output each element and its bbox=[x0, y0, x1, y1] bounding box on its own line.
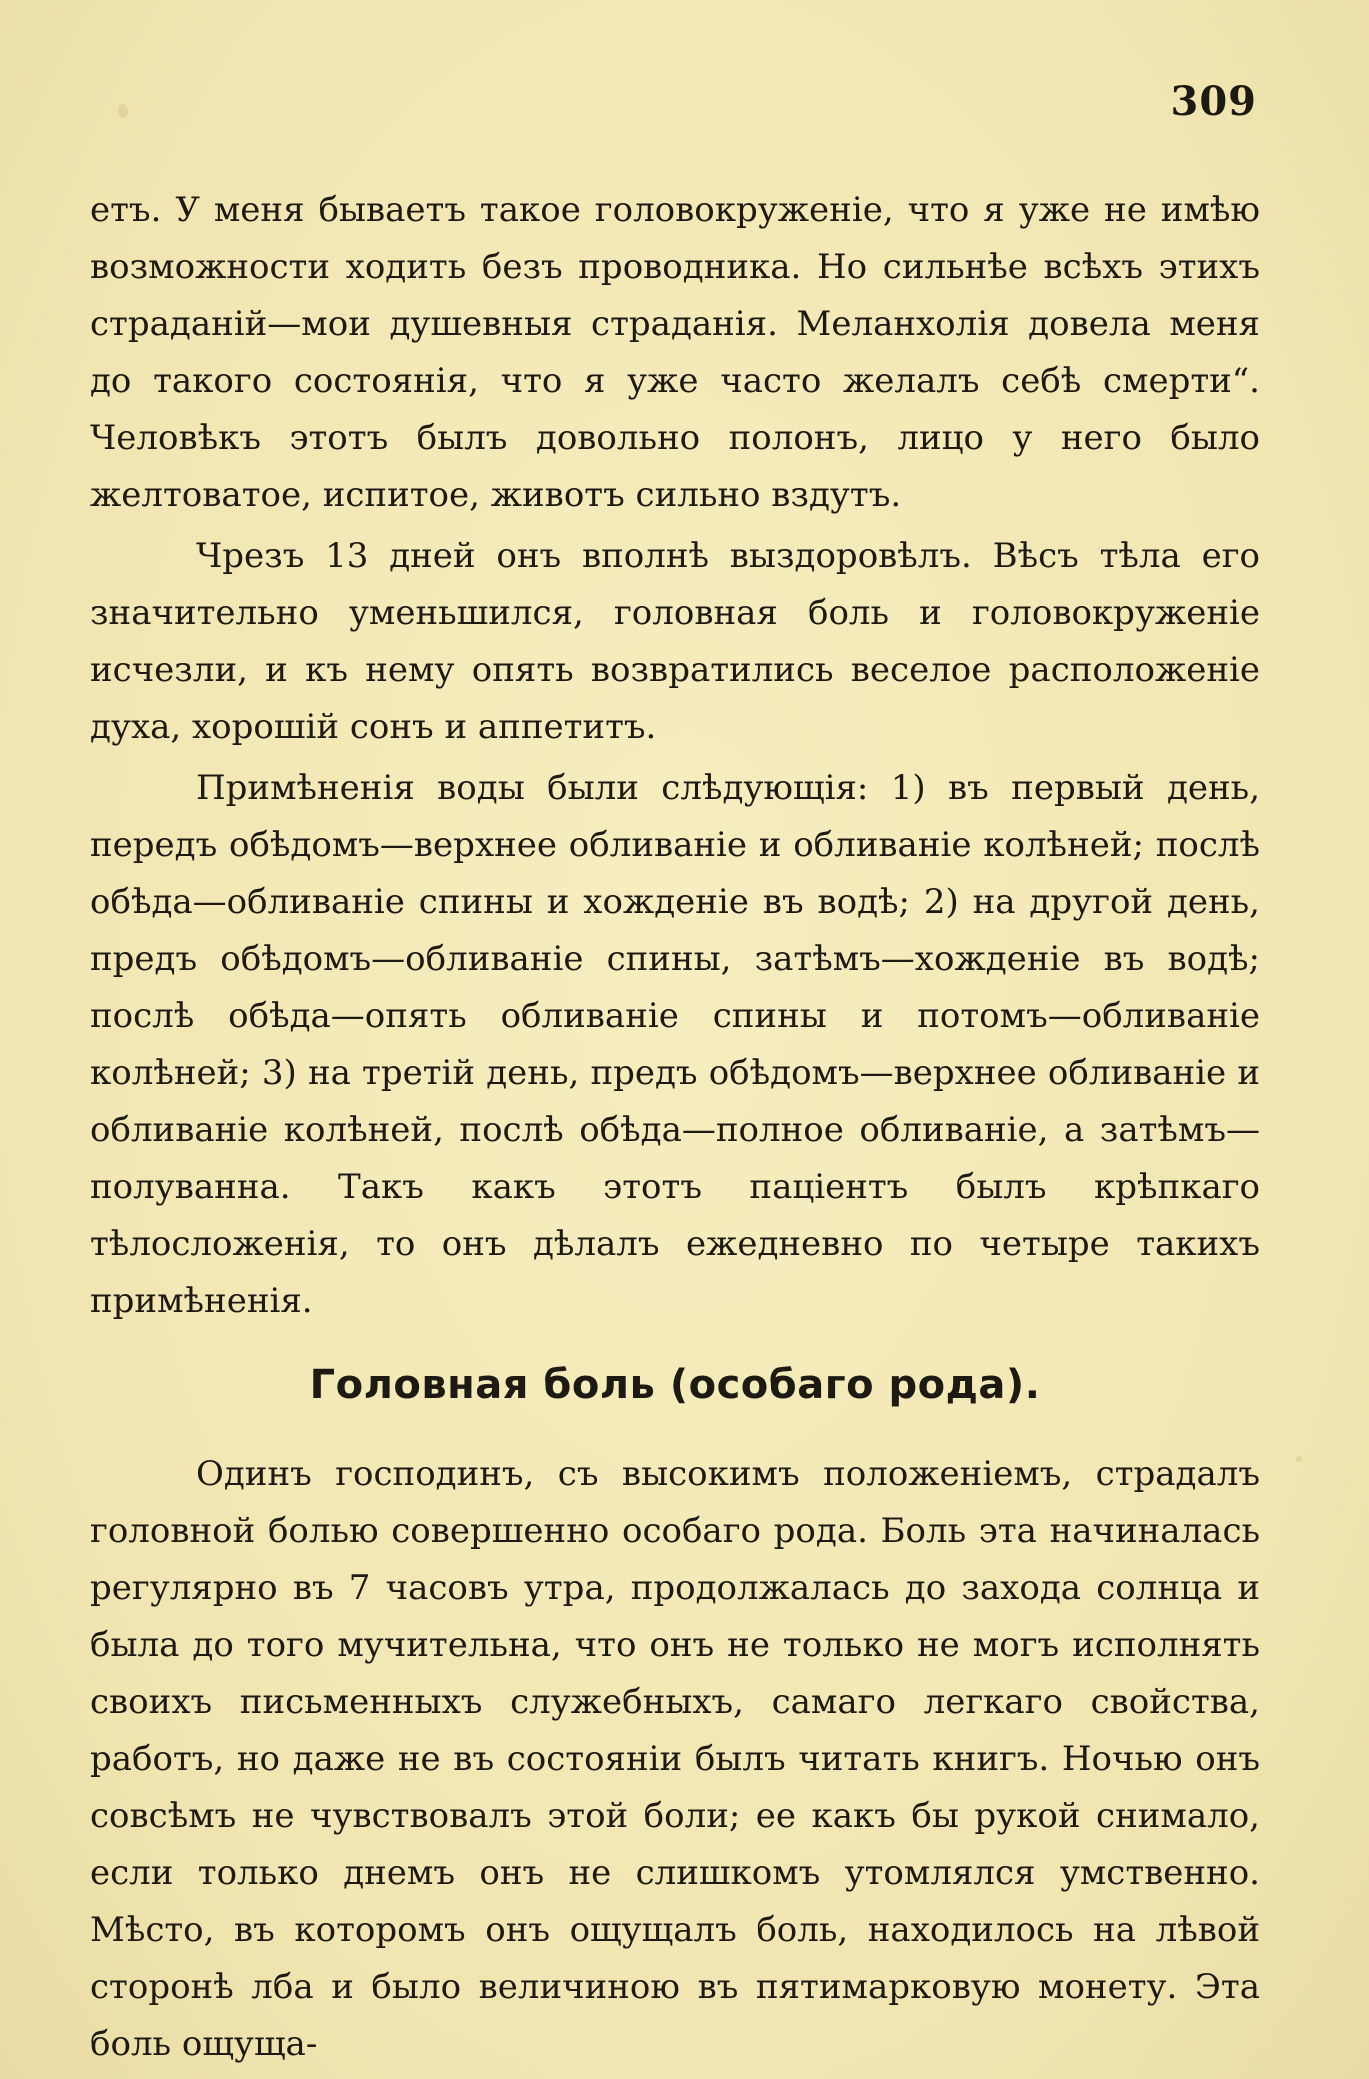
paragraph: етъ. У меня бываетъ такое головокруженіе, что я уже не имѣю возможности ходить безъ проводника. Но сильнѣе всѣхъ этихъ страданій—мои душевныя страданія. Меланхолія довела меня до такого состоянія, что я уже часто желалъ себѣ смерти“. Человѣкъ этотъ былъ довольно полонъ, лицо у него было желтоватое, испитое, животъ сильно вздутъ. bbox=[90, 190, 1260, 515]
page-body bbox=[90, 182, 1260, 2077]
paper-stain bbox=[118, 104, 128, 118]
paragraph: Одинъ господинъ, съ высокимъ положеніемъ, страдалъ головной болью совершенно особаго рода. Боль эта начиналась регулярно въ 7 часовъ утра, продолжалась до захода солнца и была до того мучительна, что онъ не только не могъ исполнять своихъ письменныхъ служебныхъ, самаго легкаго свойства, работъ, но даже не въ состояніи былъ читать книгъ. Ночью онъ совсѣмъ не чувствовалъ этой боли; ее какъ бы рукой снимало, если только днемъ онъ не слишкомъ утомлялся умственно. Мѣсто, въ которомъ онъ ощущалъ боль, находилось на лѣвой сторонѣ лба и было величиною въ пятимарковую монету. Эта боль ощуща- bbox=[90, 1454, 1260, 2064]
page-number: 309 bbox=[1170, 78, 1257, 125]
paragraph: Чрезъ 13 дней онъ вполнѣ выздоровѣлъ. Вѣсъ тѣла его значительно уменьшился, головная боль и головокруженіе исчезли, и къ нему опять возвратились веселое расположеніе духа, хорошій сонъ и аппетитъ. bbox=[90, 536, 1260, 747]
section-heading: Головная боль (особаго рода). bbox=[309, 1362, 1041, 1408]
paper-stain bbox=[1296, 1456, 1302, 1462]
paragraph: Примѣненія воды были слѣдующія: 1) въ первый день, передъ обѣдомъ—верхнее обливаніе и обливаніе колѣней; послѣ обѣда—обливаніе спины и хожденіе въ водѣ; 2) на другой день, предъ обѣдомъ—обливаніе спины, затѣмъ—хожденіе въ водѣ; послѣ обѣда—опять обливаніе спины и потомъ—обливаніе колѣней; 3) на третій день, предъ обѣдомъ—верхнее обливаніе и обливаніе колѣней, послѣ обѣда—полное обливаніе, а затѣмъ—полуванна. Такъ какъ этотъ паціентъ былъ крѣпкаго тѣлосложенія, то онъ дѣлалъ ежедневно по четыре такихъ примѣненія. bbox=[90, 768, 1260, 1321]
